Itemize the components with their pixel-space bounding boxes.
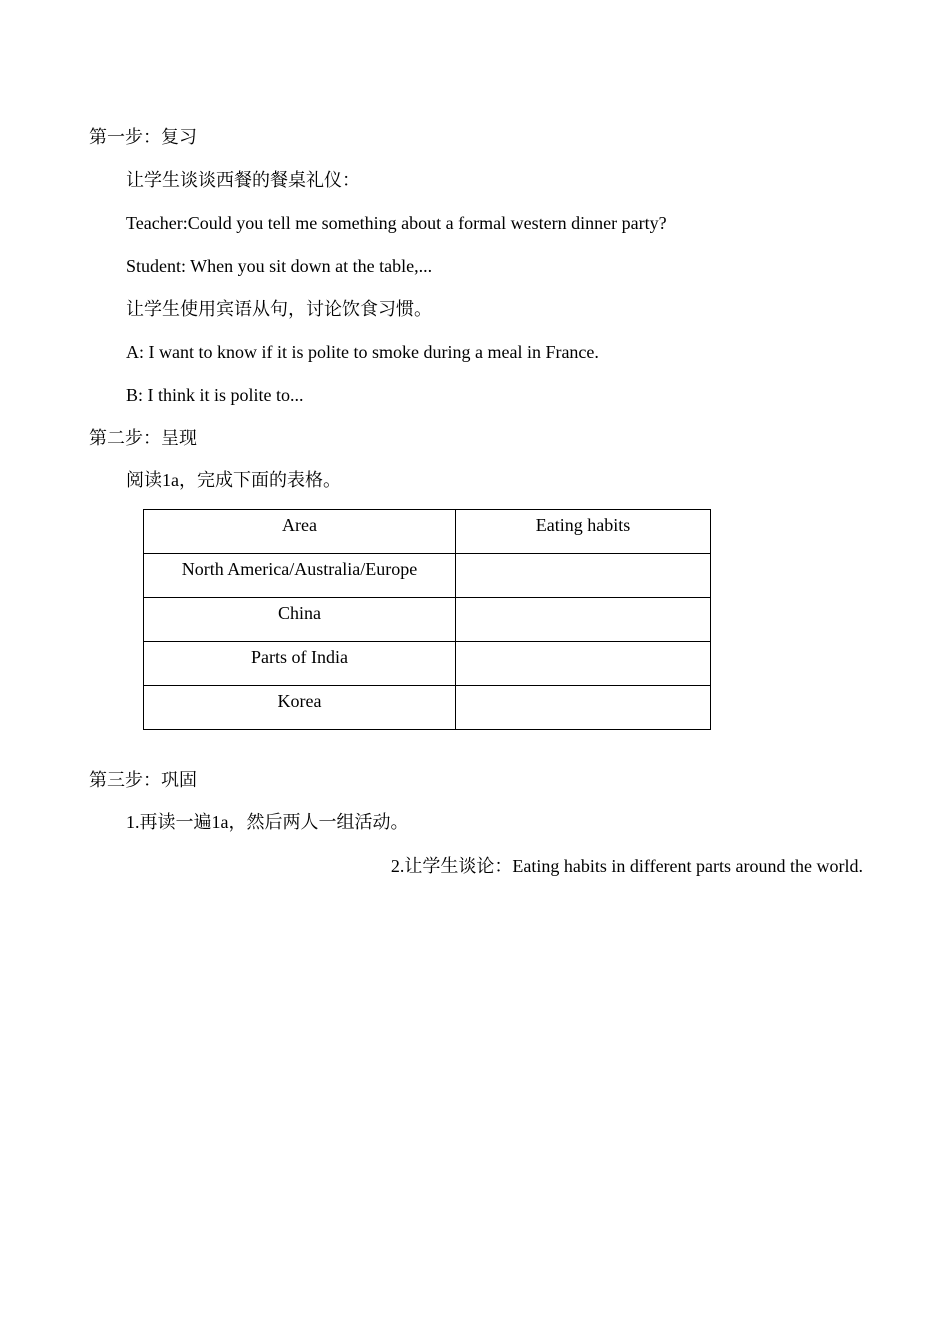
table-header-eating-habits: Eating habits	[456, 510, 711, 554]
step1-instruction: 让学生使用宾语从句，讨论饮食习惯。	[126, 299, 432, 319]
table-cell-eating-habits[interactable]	[456, 686, 711, 730]
teacher-line: Teacher:Could you tell me something about a formal western dinner party?	[126, 213, 667, 233]
table-cell-area: China	[144, 598, 456, 642]
table-row	[144, 598, 711, 642]
dialogue-b: B: I think it is polite to...	[126, 385, 304, 405]
table-row	[144, 554, 711, 598]
table-cell-eating-habits[interactable]	[456, 554, 711, 598]
table-cell-eating-habits[interactable]	[456, 598, 711, 642]
table-row	[144, 686, 711, 730]
table-header-row	[144, 510, 711, 554]
eating-habits-table	[143, 509, 711, 730]
dialogue-a: A: I want to know if it is polite to smoke during a meal in France.	[126, 342, 599, 362]
step2-instruction: 阅读1a，完成下面的表格。	[126, 470, 341, 490]
table-cell-eating-habits[interactable]	[456, 642, 711, 686]
table-cell-area: North America/Australia/Europe	[144, 554, 456, 598]
step3-item-1: 1.再读一遍1a，然后两人一组活动。	[126, 812, 409, 832]
step1-intro: 让学生谈谈西餐的餐桌礼仪：	[126, 170, 360, 190]
step2-heading: 第二步：呈现	[89, 428, 197, 448]
student-line: Student: When you sit down at the table,...	[126, 256, 433, 276]
table-row	[144, 642, 711, 686]
table-cell-area: Korea	[144, 686, 456, 730]
step3-item-2: 2.让学生谈论：Eating habits in different parts around the world.	[390, 856, 863, 876]
table-header-area: Area	[144, 510, 456, 554]
step1-heading: 第一步：复习	[89, 127, 197, 147]
step3-heading: 第三步：巩固	[89, 770, 197, 790]
table-cell-area: Parts of India	[144, 642, 456, 686]
